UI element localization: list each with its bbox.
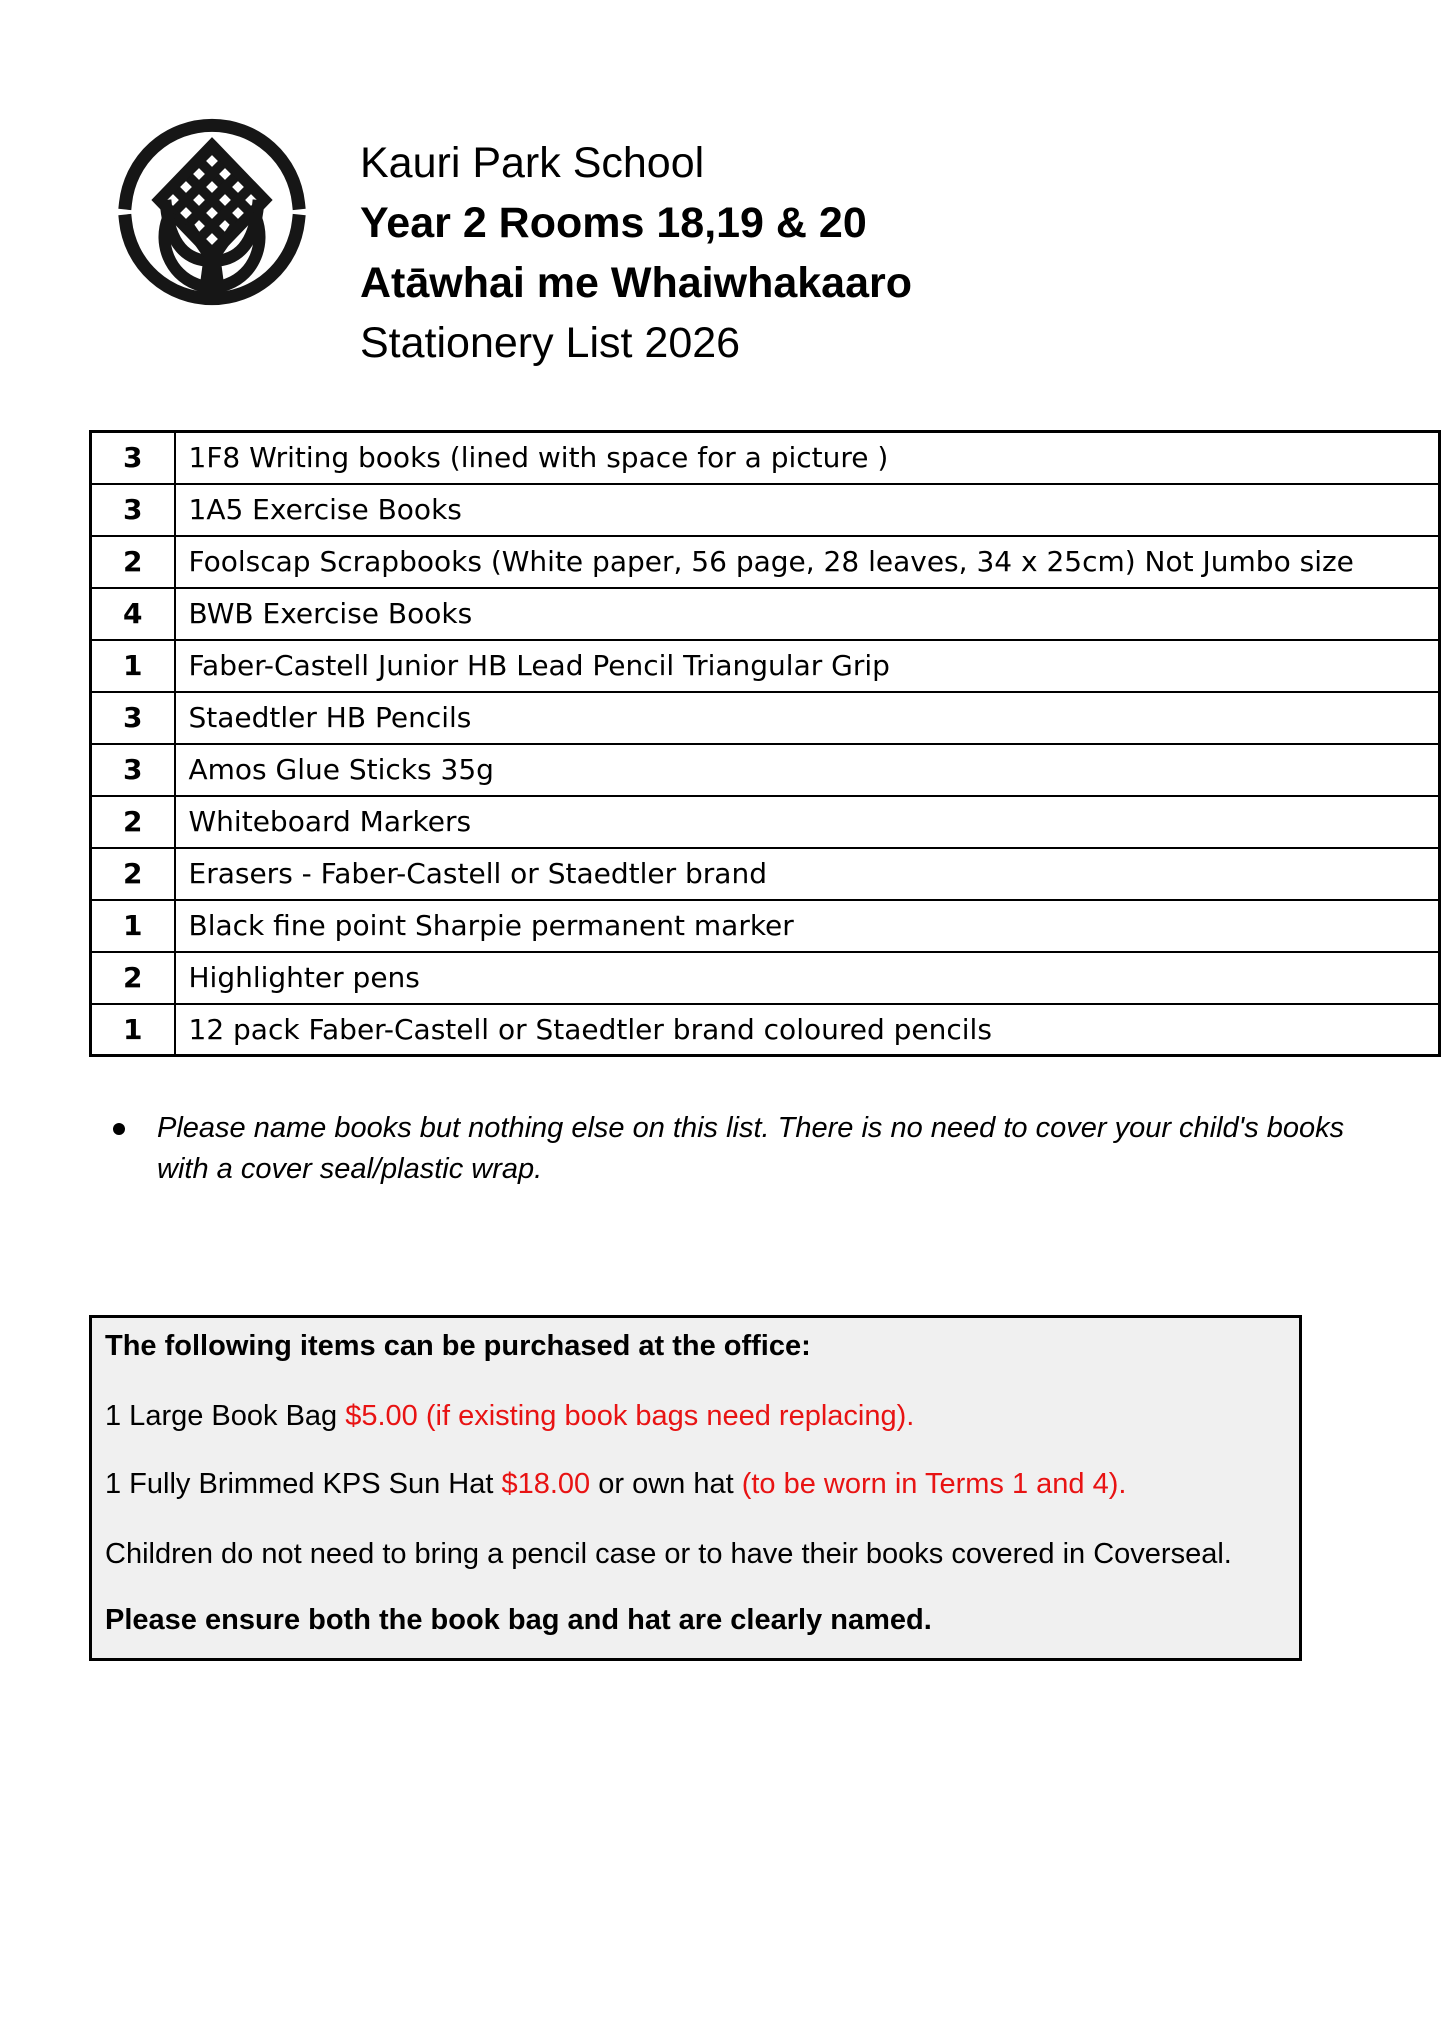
school-name: Kauri Park School xyxy=(360,139,705,187)
item-quantity: 2 xyxy=(91,536,175,588)
table-row xyxy=(91,536,1440,588)
item-description: Faber-Castell Junior HB Lead Pencil Triangular Grip xyxy=(175,640,1440,692)
item-description: Amos Glue Sticks 35g xyxy=(175,744,1440,796)
item-quantity: 2 xyxy=(91,848,175,900)
item-description: Foolscap Scrapbooks (White paper, 56 page, 28 leaves, 34 x 25cm) Not Jumbo size xyxy=(175,536,1440,588)
table-row xyxy=(91,588,1440,640)
item-quantity: 1 xyxy=(91,640,175,692)
pencil-case-note: Children do not need to bring a pencil case or to have their books covered in Coverseal. xyxy=(105,1538,1232,1570)
item-description: 1A5 Exercise Books xyxy=(175,484,1440,536)
table-row xyxy=(91,692,1440,744)
list-title: Stationery List 2026 xyxy=(360,319,741,367)
naming-reminder: Please ensure both the book bag and hat are clearly named. xyxy=(105,1604,932,1636)
bullet-note-text: Please name books but nothing else on this list. There is no need to cover your child's books with a cover seal/plastic wrap. xyxy=(157,1112,1345,1185)
item-quantity: 3 xyxy=(91,744,175,796)
item-description: 1F8 Writing books (lined with space for a picture ) xyxy=(175,432,1440,484)
sun-hat-price: $18.00 xyxy=(501,1468,591,1500)
table-row xyxy=(91,1004,1440,1056)
item-quantity: 3 xyxy=(91,484,175,536)
item-quantity: 1 xyxy=(91,900,175,952)
office-purchase-box xyxy=(89,1315,1302,1661)
document-header xyxy=(360,133,912,373)
sun-hat-own-hat-text: or own hat xyxy=(590,1468,742,1500)
item-description: 12 pack Faber-Castell or Staedtler brand coloured pencils xyxy=(175,1004,1440,1056)
year-rooms-line: Year 2 Rooms 18,19 & 20 xyxy=(360,199,867,247)
kauri-tree-logo-svg xyxy=(112,112,312,312)
sun-hat-text: 1 Fully Brimmed KPS Sun Hat xyxy=(105,1468,502,1500)
item-quantity: 4 xyxy=(91,588,175,640)
item-description: Whiteboard Markers xyxy=(175,796,1440,848)
item-description: Black fine point Sharpie permanent marker xyxy=(175,900,1440,952)
table-row xyxy=(91,432,1440,484)
item-quantity: 1 xyxy=(91,1004,175,1056)
table-row xyxy=(91,952,1440,1004)
table-row xyxy=(91,848,1440,900)
item-description: Erasers - Faber-Castell or Staedtler brand xyxy=(175,848,1440,900)
item-quantity: 3 xyxy=(91,432,175,484)
sun-hat-terms-note: (to be worn in Terms 1 and 4). xyxy=(741,1468,1127,1500)
bullet-icon xyxy=(113,1123,125,1135)
item-quantity: 2 xyxy=(91,796,175,848)
item-quantity: 3 xyxy=(91,692,175,744)
sun-hat-line xyxy=(105,1468,1126,1501)
table-row xyxy=(91,900,1440,952)
maori-name-line: Atāwhai me Whaiwhakaaro xyxy=(360,259,912,307)
stationery-table xyxy=(89,430,1441,1057)
item-quantity: 2 xyxy=(91,952,175,1004)
table-row xyxy=(91,744,1440,796)
item-description: BWB Exercise Books xyxy=(175,588,1440,640)
naming-bullet-note xyxy=(113,1108,1358,1190)
office-box-title: The following items can be purchased at the office: xyxy=(105,1330,811,1362)
kauri-tree-logo xyxy=(112,112,312,312)
table-row xyxy=(91,796,1440,848)
table-row xyxy=(91,484,1440,536)
book-bag-line xyxy=(105,1400,914,1433)
table-row xyxy=(91,640,1440,692)
item-description: Staedtler HB Pencils xyxy=(175,692,1440,744)
book-bag-text: 1 Large Book Bag xyxy=(105,1400,346,1432)
item-description: Highlighter pens xyxy=(175,952,1440,1004)
book-bag-price-note: $5.00 (if existing book bags need replacing). xyxy=(345,1400,915,1432)
